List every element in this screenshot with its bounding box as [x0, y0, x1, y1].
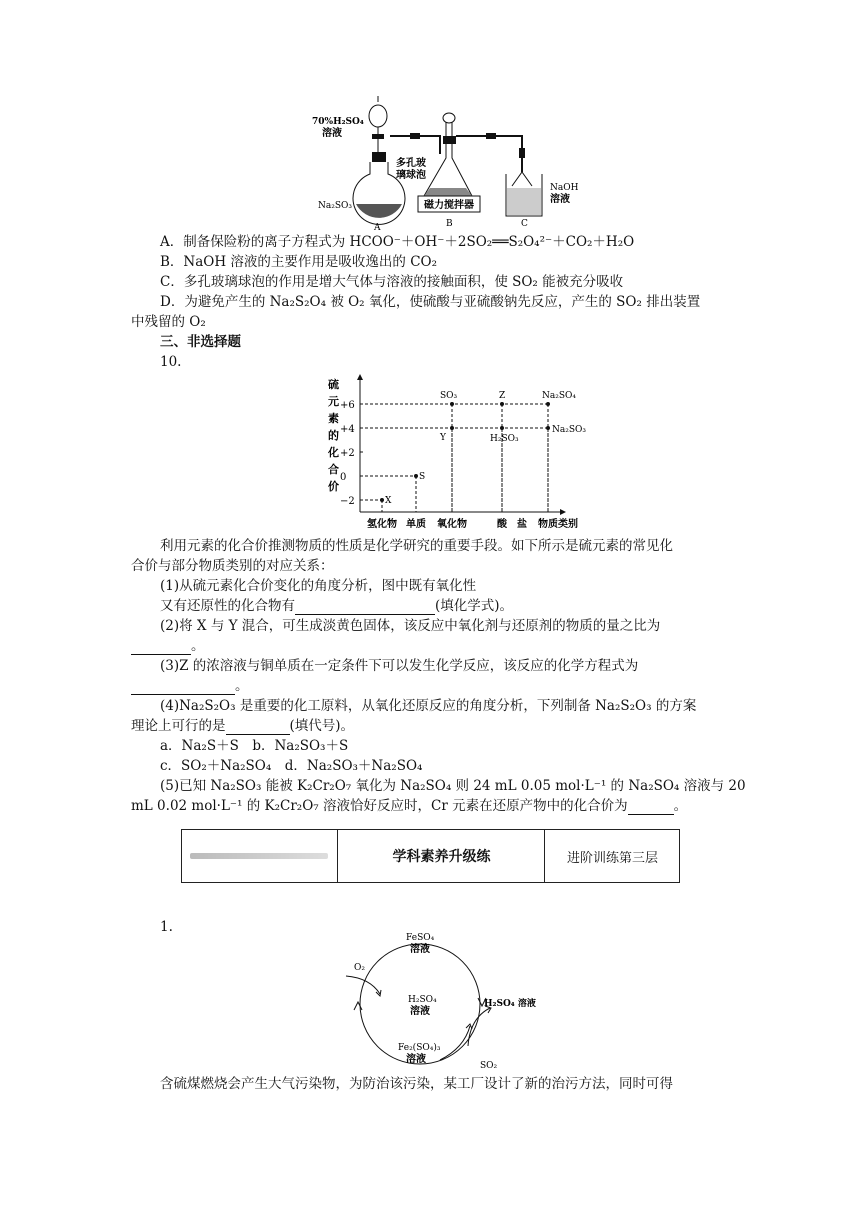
y-axis-label-char: 化 — [328, 446, 339, 459]
x-category-label: 盐 — [517, 519, 527, 530]
q10-options-ab: a．Na₂S＋S b．Na₂SO₃＋S — [160, 738, 349, 754]
q10-options-cd: c．SO₂＋Na₂SO₄ d．Na₂SO₃＋Na₂SO₄ — [160, 758, 423, 774]
q10-part5: (5)已知 Na₂SO₃ 能被 K₂Cr₂O₇ 氧化为 Na₂SO₄ 则 24 mL 0.05 mol·L⁻¹ 的 Na₂SO₄ 溶液与 20 — [160, 778, 746, 794]
y-axis-label-char: 价 — [328, 480, 339, 493]
feso4-label: FeSO₄ — [406, 933, 435, 943]
q1-number: 1. — [160, 919, 173, 935]
flask-label: Na₂SO₃ — [318, 201, 353, 211]
point-label: H₂SO₃ — [490, 434, 519, 444]
q9-option-c: C．多孔玻璃球泡的作用是增大气体与溶液的接触面积，使 SO₂ 能被充分吸收 — [160, 274, 624, 290]
so2-label: SO₂ — [480, 1061, 498, 1071]
data-point — [380, 498, 384, 502]
point-label: S — [419, 472, 426, 482]
section-banner — [181, 829, 680, 883]
label-a: A — [374, 223, 381, 233]
q10-part4: (4)Na₂S₂O₃ 是重要的化工原料，从氧化还原反应的角度分析，下列制备 Na₂S₂O₃ 的方案 — [160, 698, 697, 714]
answer-blank-4[interactable] — [226, 720, 290, 735]
data-point — [450, 402, 454, 406]
h2so4-out-label: H₂SO₄ 溶液 — [484, 999, 536, 1009]
y-axis-label-char: 的 — [328, 429, 339, 442]
porous-label-2: 璃球泡 — [396, 170, 426, 181]
fe2-label: Fe₂(SO₄)₃ — [398, 1043, 441, 1053]
x-axis-label: 物质类别 — [538, 519, 578, 530]
y-tick-label: −2 — [340, 496, 355, 507]
data-point — [500, 402, 504, 406]
h2so4-in-label: H₂SO₄ — [408, 995, 437, 1005]
data-point — [546, 402, 550, 406]
banner-level: 进阶训练第三层 — [544, 830, 680, 882]
answer-blank-2[interactable] — [131, 640, 191, 655]
x-category-label: 酸 — [497, 519, 507, 530]
point-label: SO₃ — [440, 391, 458, 401]
q10-part2: (2)将 X 与 Y 混合，可生成淡黄色固体，该反应中氧化剂与还原剂的物质的量之比为 — [160, 618, 661, 634]
o2-label: O₂ — [354, 963, 365, 973]
valence-chart — [320, 370, 587, 532]
answer-blank-1[interactable] — [295, 600, 435, 615]
data-point — [500, 426, 504, 430]
data-point — [414, 474, 418, 478]
banner-progress-icon — [190, 853, 328, 859]
q9-option-a: A．制备保险粉的离子方程式为 HCOO⁻＋OH⁻＋2SO₂══S₂O₄²⁻＋CO₂＋H₂O — [160, 234, 635, 250]
q10-part2-cont: 。 — [131, 637, 205, 655]
y-axis-label-char: 元 — [328, 395, 339, 408]
q9-option-d: D．为避免产生的 Na₂S₂O₄ 被 O₂ 氧化，使硫酸与亚硫酸钠先反应，产生的 SO₂ 排出装置 — [160, 294, 701, 310]
y-tick-label: +4 — [340, 424, 355, 435]
y-axis-label-char: 素 — [328, 412, 339, 425]
q10-part5-cont: mL 0.02 mol·L⁻¹ 的 K₂Cr₂O₇ 溶液恰好反应时，Cr 元素在还原产物中的化合价为 。 — [131, 798, 688, 814]
point-label: Y — [440, 433, 446, 443]
fe2-label-2: 溶液 — [406, 1054, 426, 1065]
point-label: Z — [499, 391, 506, 401]
data-point — [450, 426, 454, 430]
q10-intro: 利用元素的化合价推测物质的性质是化学研究的重要手段。如下所示是硫元素的常见化 — [160, 538, 673, 554]
acid-label: 70%H₂SO₄ — [312, 117, 364, 127]
q10-part3: (3)Z 的浓溶液与铜单质在一定条件下可以发生化学反应，该反应的化学方程式为 — [160, 658, 639, 674]
y-tick-label: +6 — [340, 400, 355, 411]
q10-part1-cont: 又有还原性的化合物有 (填化学式)。 — [160, 598, 514, 614]
point-label: Na₂SO₄ — [542, 391, 577, 401]
stirrer-label: 磁力搅拌器 — [424, 200, 474, 211]
acid-label-2: 溶液 — [322, 128, 342, 139]
x-category-label: 氢化物 — [367, 519, 397, 530]
y-axis-label-char: 合 — [328, 463, 339, 476]
q10-intro-cont: 合价与部分物质类别的对应关系： — [131, 558, 334, 574]
y-tick-label: 0 — [340, 472, 347, 483]
point-label: X — [385, 496, 392, 506]
porous-label: 多孔玻 — [396, 158, 426, 169]
q10-number: 10. — [160, 354, 182, 370]
h2so4-in-label-2: 溶液 — [410, 1006, 430, 1017]
x-category-label: 单质 — [406, 519, 426, 530]
naoh-label-2: 溶液 — [550, 194, 570, 205]
y-tick-label: +2 — [340, 448, 355, 459]
answer-blank-3[interactable] — [131, 680, 235, 695]
feso4-label-2: 溶液 — [410, 944, 430, 955]
naoh-label: NaOH — [550, 183, 579, 193]
data-point — [546, 426, 550, 430]
label-c: C — [521, 219, 528, 229]
y-axis-label-char: 硫 — [328, 378, 339, 391]
q9-option-b: B．NaOH 溶液的主要作用是吸收逸出的 CO₂ — [160, 254, 438, 270]
section-heading: 三、非选择题 — [160, 334, 241, 350]
q10-part4-cont: 理论上可行的是 (填代号)。 — [131, 718, 355, 734]
apparatus-figure — [300, 96, 600, 236]
answer-blank-5[interactable] — [628, 800, 674, 815]
label-b: B — [446, 219, 453, 229]
cycle-diagram — [340, 932, 550, 1072]
q10-part1: (1)从硫元素化合价变化的角度分析，图中既有氧化性 — [160, 578, 477, 594]
x-category-label: 氧化物 — [437, 519, 467, 530]
banner-title: 学科素养升级练 — [337, 830, 545, 882]
q10-part3-cont: 。 — [131, 677, 249, 695]
q9-option-d-cont: 中残留的 O₂ — [131, 314, 206, 330]
point-label: Na₂SO₃ — [552, 425, 587, 435]
q1-text: 含硫煤燃烧会产生大气污染物，为防治该污染，某工厂设计了新的治污方法，同时可得 — [160, 1076, 673, 1092]
